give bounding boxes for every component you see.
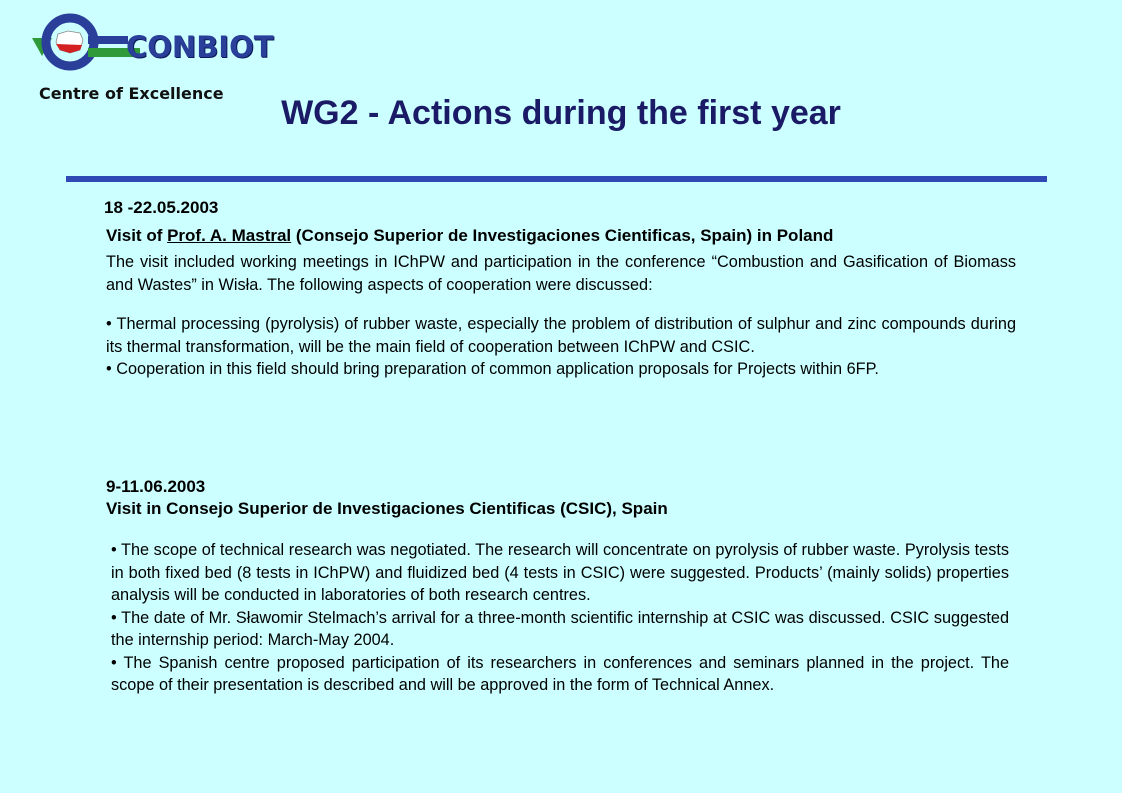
list-item: • The Spanish centre proposed participation of its researchers in conferences and seminars planned in the project. The scope of their presentation is described and will be approved in the form of Technical Annex. bbox=[111, 653, 1009, 694]
conbiot-logo bbox=[30, 8, 274, 108]
brand-name: CONBIOT bbox=[126, 30, 274, 64]
logo-tagline: Centre of Excellence bbox=[39, 84, 224, 103]
section1-bullets bbox=[106, 313, 1016, 381]
list-item: • Thermal processing (pyrolysis) of rubber waste, especially the problem of distribution of sulphur and zinc compounds during its thermal transformation, will be the main field of cooperation between IChPW and CSIC. bbox=[106, 315, 1016, 356]
heading-suffix: (Consejo Superior de Investigaciones Cientificas, Spain) in Poland bbox=[291, 226, 834, 245]
section2-heading: Visit in Consejo Superior de Investigaciones Cientificas (CSIC), Spain bbox=[106, 499, 668, 518]
list-item: • Cooperation in this field should bring preparation of common application proposals for Projects within 6FP. bbox=[106, 360, 879, 378]
section1-date: 18 -22.05.2003 bbox=[104, 198, 219, 217]
heading-prefix: Visit of bbox=[106, 226, 168, 245]
list-item: • The scope of technical research was negotiated. The research will concentrate on pyrolysis of rubber waste. Pyrolysis tests in both fixed bed (8 tests in IChPW) and fluidized bed (4 tests in CSIC) were suggested. Products’ (mainly solids) properties analysis will be conducted in laboratories of both research centres. bbox=[111, 541, 1009, 604]
intro-text: The visit included working meetings in IChPW and participation in the conference “Combustion and Gasification of Biomass and Wastes” in Wisła. The following aspects of cooperation were discussed: bbox=[106, 253, 1016, 294]
section1-intro bbox=[106, 251, 1016, 296]
list-item: • The date of Mr. Sławomir Stelmach’s arrival for a three-month scientific internship at CSIC was discussed. CSIC suggested the internship period: March-May 2004. bbox=[111, 608, 1009, 649]
section1-heading bbox=[106, 226, 833, 246]
section2-date: 9-11.06.2003 bbox=[106, 477, 206, 496]
section2-bullets bbox=[111, 539, 1009, 697]
page-title: WG2 - Actions during the first year bbox=[281, 94, 841, 132]
title-divider bbox=[66, 176, 1047, 182]
prof-mastral-link[interactable]: Prof. A. Mastral bbox=[167, 226, 292, 245]
